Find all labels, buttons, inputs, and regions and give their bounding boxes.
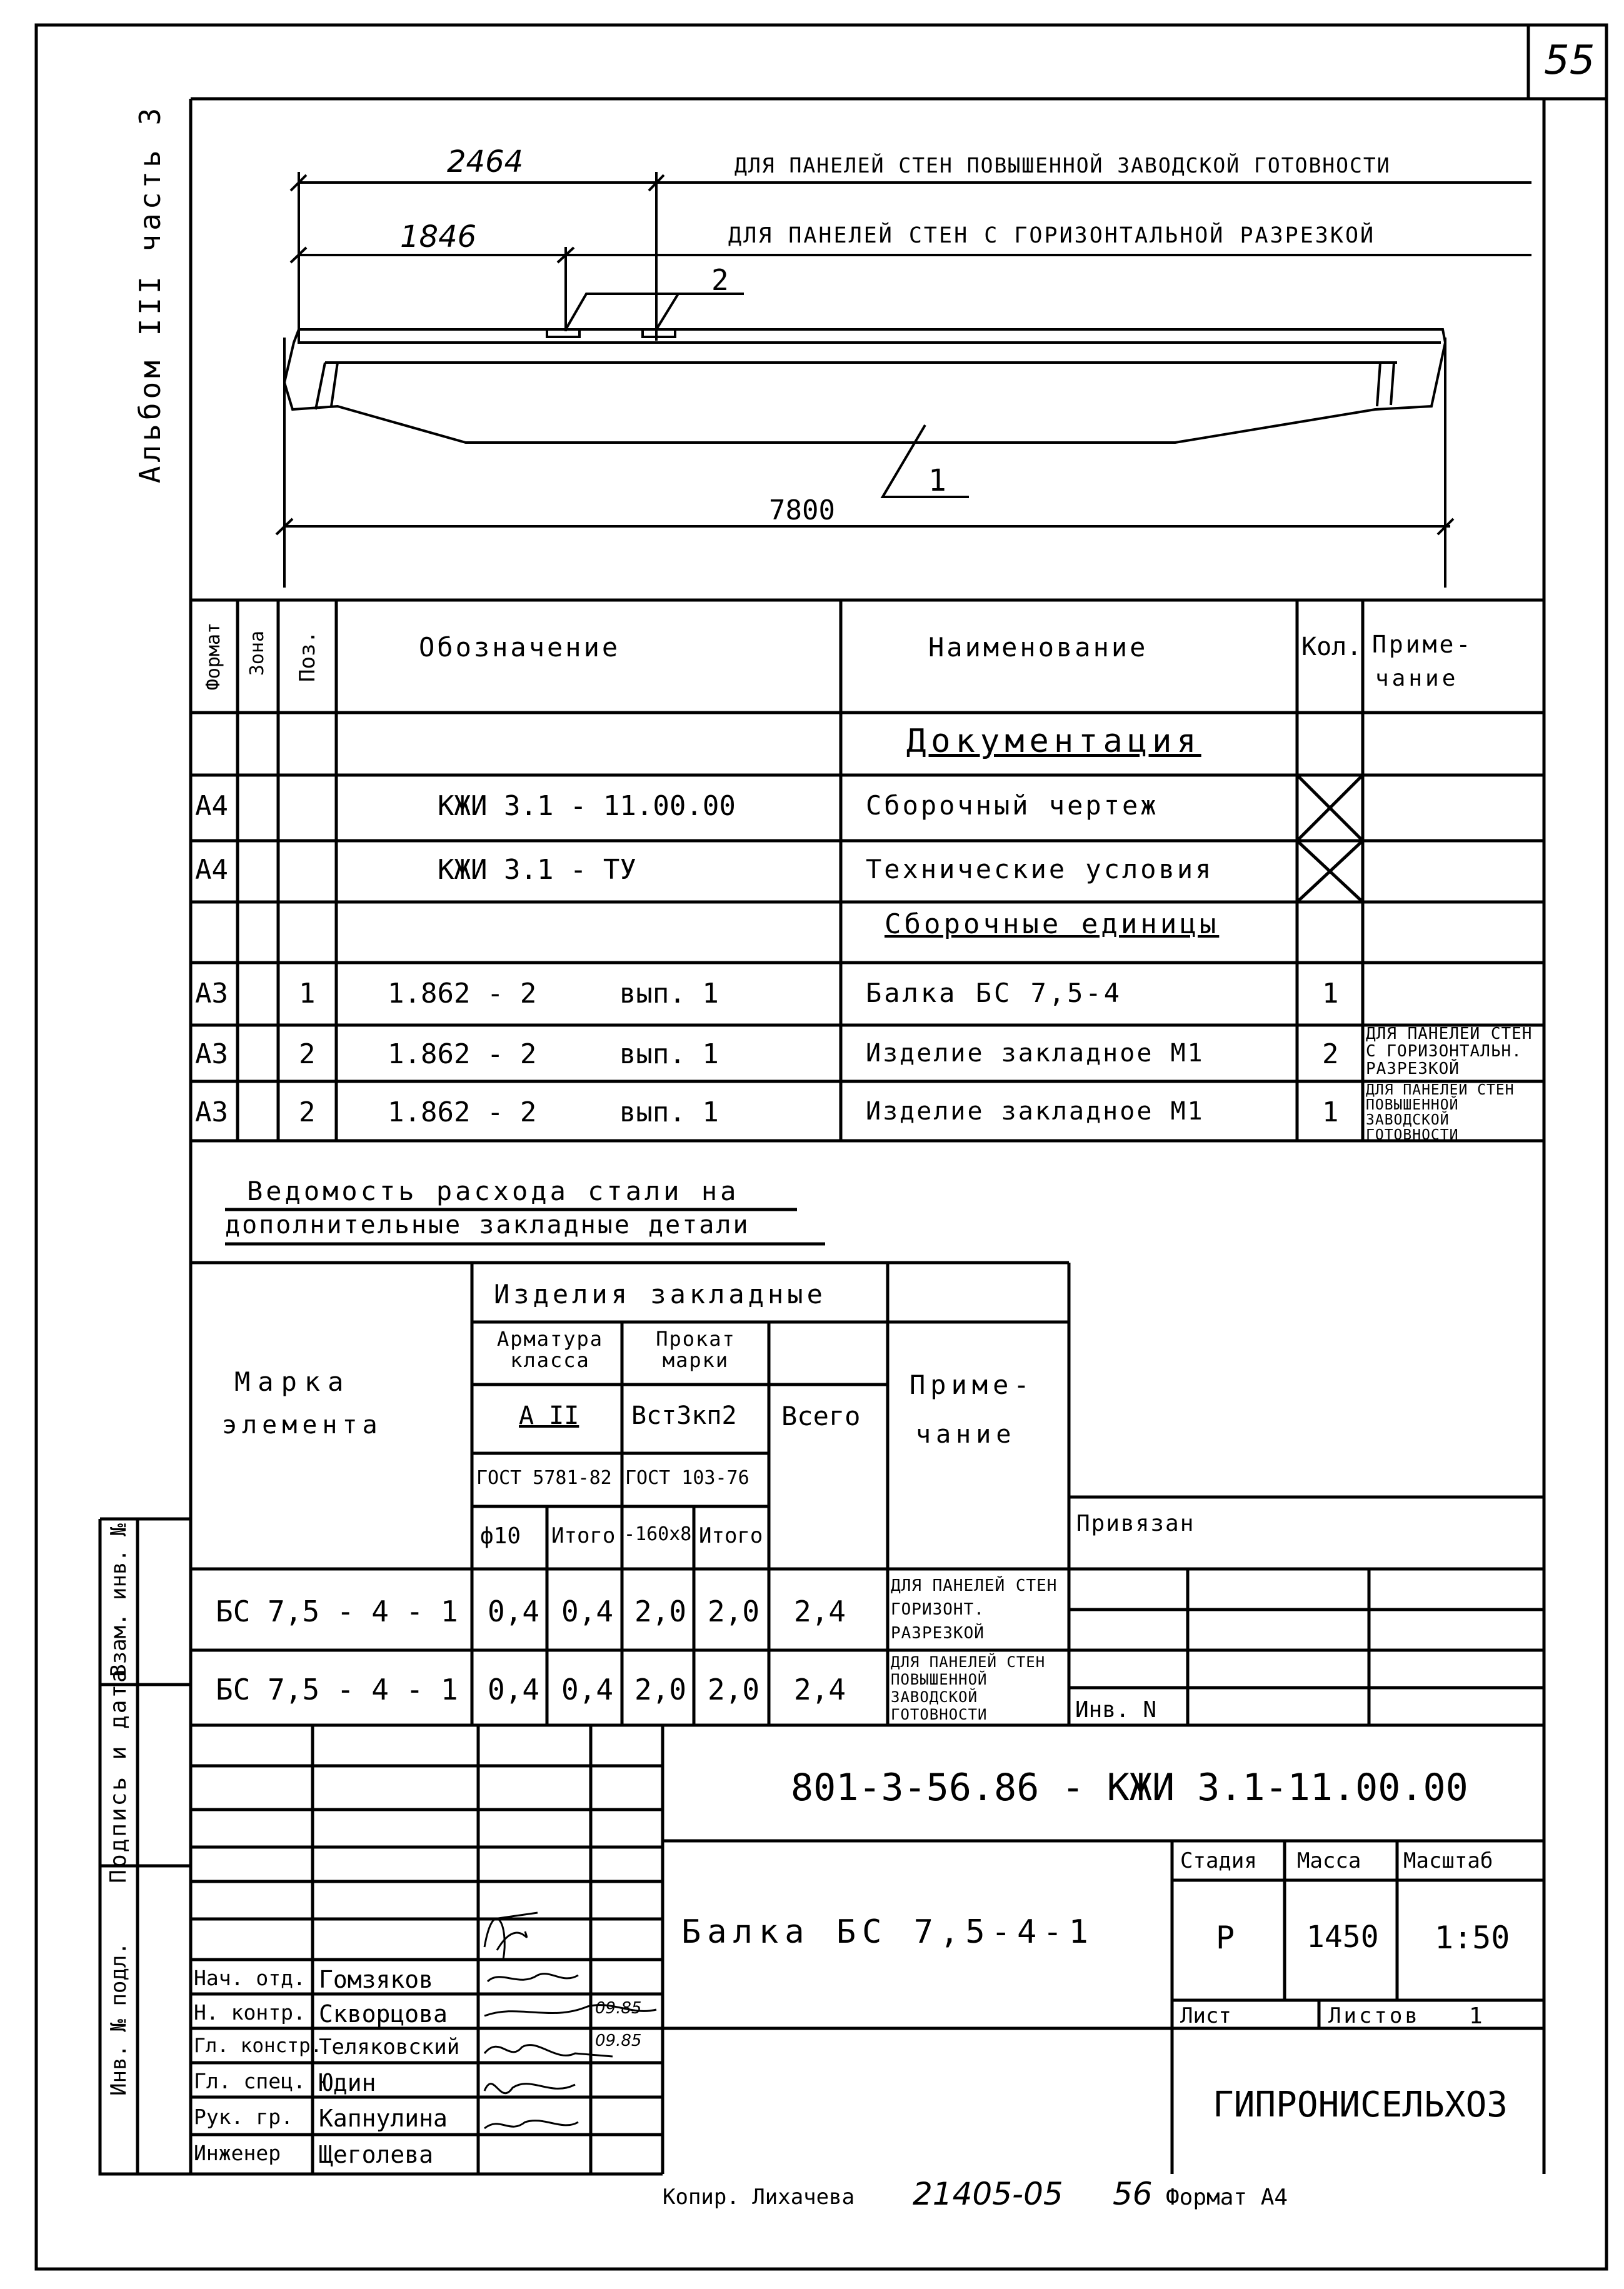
dim-1846: 1846	[400, 219, 477, 254]
spec-pos: 1	[299, 978, 316, 1009]
person-date: 09.85	[595, 1999, 642, 2018]
mass-label: Масса	[1297, 1848, 1361, 1873]
mass-value: 1450	[1306, 1920, 1379, 1955]
steel-note: ДЛЯ ПАНЕЛЕЙ СТЕН ГОРИЗОНТ. РАЗРЕЗКОЙ	[891, 1576, 1058, 1643]
side-stamp-inv-podl: Инв. № подл.	[106, 1942, 131, 2096]
steel-title-line-1: Ведомость расхода стали на	[247, 1176, 739, 1206]
steel-header-mark-2: элемента	[222, 1411, 383, 1440]
stage-label: Стадия	[1180, 1848, 1257, 1873]
spec-designation: КЖИ 3.1 - 11.00.00	[438, 790, 736, 822]
note-high-readiness: ДЛЯ ПАНЕЛЕЙ СТЕН ПОВЫШЕННОЙ ЗАВОДСКОЙ ГОТОВНОСТИ	[734, 153, 1391, 178]
steel-total-2: 2,0	[708, 1673, 760, 1706]
person-name: Капнулина	[319, 2105, 448, 2132]
spec-name: Сборочный чертеж	[866, 790, 1159, 821]
person-role: Гл. констр.	[194, 2035, 323, 2057]
binding-inv-label: Инв. N	[1075, 1697, 1157, 1723]
steel-header-mark-1: Марка	[234, 1366, 351, 1397]
steel-header-rolled-gost: ГОСТ 103-76	[625, 1467, 749, 1489]
spec-qty: 1	[1322, 1096, 1339, 1128]
steel-total-1: 0,4	[561, 1595, 614, 1628]
document-code: 801-3-56.86 - КЖИ 3.1-11.00.00	[791, 1766, 1468, 1810]
steel-sub-total-2: Итого	[699, 1523, 763, 1548]
person-role: Нач. отд.	[194, 1966, 306, 1990]
spec-header-pos: Поз.	[295, 631, 320, 682]
steel-header-total: Всего	[781, 1401, 861, 1431]
spec-designation: 1.862 - 2 вып. 1	[388, 1096, 719, 1128]
page-number: 55	[1544, 38, 1595, 84]
spec-header-zone: Зона	[246, 630, 268, 676]
leader-label-2: 2	[711, 263, 729, 297]
steel-total-2: 2,0	[708, 1595, 760, 1628]
spec-name: Изделие закладное М1	[866, 1039, 1205, 1068]
person-name: Гомзяков	[319, 1966, 434, 1993]
spec-section-assemblies: Сборочные единицы	[885, 908, 1220, 940]
steel-mark: БС 7,5 - 4 - 1	[216, 1673, 458, 1706]
steel-all: 2,4	[794, 1673, 846, 1706]
spec-header-qty: Кол.	[1301, 633, 1362, 661]
footer-copied: Копир. Лихачева	[663, 2185, 855, 2210]
steel-all: 2,4	[794, 1595, 846, 1628]
person-name: Теляковский	[319, 2035, 460, 2060]
footer-format: Формат А4	[1166, 2185, 1288, 2210]
person-name: Щеголева	[319, 2141, 434, 2168]
spec-designation: КЖИ 3.1 - ТУ	[438, 854, 636, 886]
sheets-label: Листов	[1328, 2003, 1420, 2028]
steel-header-rebar: Арматура класса	[496, 1327, 604, 1372]
steel-header-note-2: чание	[916, 1420, 1016, 1449]
stage-value: Р	[1216, 1920, 1235, 1956]
spec-format: А3	[195, 1038, 228, 1070]
spec-qty: 2	[1322, 1038, 1339, 1070]
person-role: Гл. спец.	[194, 2069, 306, 2093]
person-date: 09.85	[595, 2031, 642, 2050]
spec-format: А4	[195, 854, 228, 886]
spec-header-name: Наименование	[928, 632, 1148, 663]
person-role: Н. контр.	[194, 2000, 306, 2025]
side-stamp-inv-vzam: Взам. инв. №	[106, 1523, 131, 1677]
dim-7800: 7800	[769, 494, 835, 526]
person-role: Рук. гр.	[194, 2105, 293, 2129]
spec-name: Технические условия	[866, 854, 1214, 884]
steel-header-rebar-grade: А II	[519, 1401, 579, 1430]
binding-label: Привязан	[1076, 1511, 1195, 1536]
spec-note: ДЛЯ ПАНЕЛЕЙ СТЕН ПОВЫШЕННОЙ ЗАВОДСКОЙ ГОТОВНОСТИ	[1366, 1082, 1515, 1143]
person-role: Инженер	[194, 2141, 281, 2165]
steel-d10: 0,4	[488, 1673, 540, 1706]
steel-header-note-1: Приме-	[910, 1370, 1035, 1400]
spec-header-designation: Обозначение	[419, 632, 621, 663]
steel-sub-d10: ф10	[480, 1523, 521, 1549]
steel-note: ДЛЯ ПАНЕЛЕЙ СТЕН ПОВЫШЕННОЙ ЗАВОДСКОЙ ГОТОВНОСТИ	[891, 1653, 1046, 1723]
album-label: Альбом III часть 3	[133, 104, 167, 484]
steel-mark: БС 7,5 - 4 - 1	[216, 1595, 458, 1628]
spec-name: Балка БС 7,5-4	[866, 978, 1123, 1008]
steel-d10: 0,4	[488, 1595, 540, 1628]
spec-qty: 1	[1322, 978, 1339, 1009]
steel-header-rebar-gost: ГОСТ 5781-82	[476, 1467, 612, 1489]
spec-header-note-1: Приме-	[1372, 631, 1473, 658]
title-block-name: Балка БС 7,5-4-1	[681, 1913, 1095, 1951]
spec-header-format: Формат	[203, 622, 224, 691]
steel-total-1: 0,4	[561, 1673, 614, 1706]
steel-grid	[191, 1263, 1544, 1725]
dim-2464: 2464	[447, 144, 524, 179]
note-horizontal-cut: ДЛЯ ПАНЕЛЕЙ СТЕН С ГОРИЗОНТАЛЬНОЙ РАЗРЕЗКОЙ	[728, 223, 1376, 248]
spec-format: А3	[195, 978, 228, 1009]
leader-label-1: 1	[928, 463, 946, 498]
spec-section-documentation: Документация	[906, 723, 1201, 760]
steel-sub-total-1: Итого	[551, 1523, 616, 1548]
steel-strip: 2,0	[634, 1673, 687, 1706]
spec-designation: 1.862 - 2 вып. 1	[388, 978, 719, 1009]
sheets-value: 1	[1469, 2003, 1483, 2029]
side-stamp-sign-date: Подпись и дата	[106, 1667, 131, 1883]
organization-name: ГИПРОНИСЕЛЬХОЗ	[1213, 2085, 1508, 2125]
steel-header-rolled: Прокат марки	[656, 1327, 736, 1372]
spec-format: А3	[195, 1096, 228, 1128]
person-name: Скворцова	[319, 2000, 448, 2028]
sheet-label: Лист	[1180, 2003, 1231, 2028]
steel-title-line-2: дополнительные закладные детали	[225, 1211, 750, 1240]
spec-header-note-2: чание	[1375, 666, 1459, 691]
spec-note: ДЛЯ ПАНЕЛЕЙ СТЕН С ГОРИЗОНТАЛЬН. РАЗРЕЗКОЙ	[1366, 1024, 1533, 1078]
scale-label: Масштаб	[1403, 1848, 1493, 1873]
scale-value: 1:50	[1435, 1920, 1510, 1956]
steel-header-embedded: Изделия закладные	[494, 1279, 826, 1310]
spec-pos: 2	[299, 1096, 316, 1128]
person-name: Юдин	[319, 2069, 376, 2096]
footer-sheet: 56	[1113, 2176, 1153, 2212]
steel-header-rolled-grade: Вст3кп2	[631, 1401, 737, 1430]
footer-order: 21405-05	[913, 2176, 1063, 2212]
spec-pos: 2	[299, 1038, 316, 1070]
spec-name: Изделие закладное М1	[866, 1097, 1205, 1126]
spec-format: А4	[195, 790, 228, 822]
spec-designation: 1.862 - 2 вып. 1	[388, 1038, 719, 1070]
steel-strip: 2,0	[634, 1595, 687, 1628]
steel-sub-strip: -160х8	[624, 1523, 692, 1545]
